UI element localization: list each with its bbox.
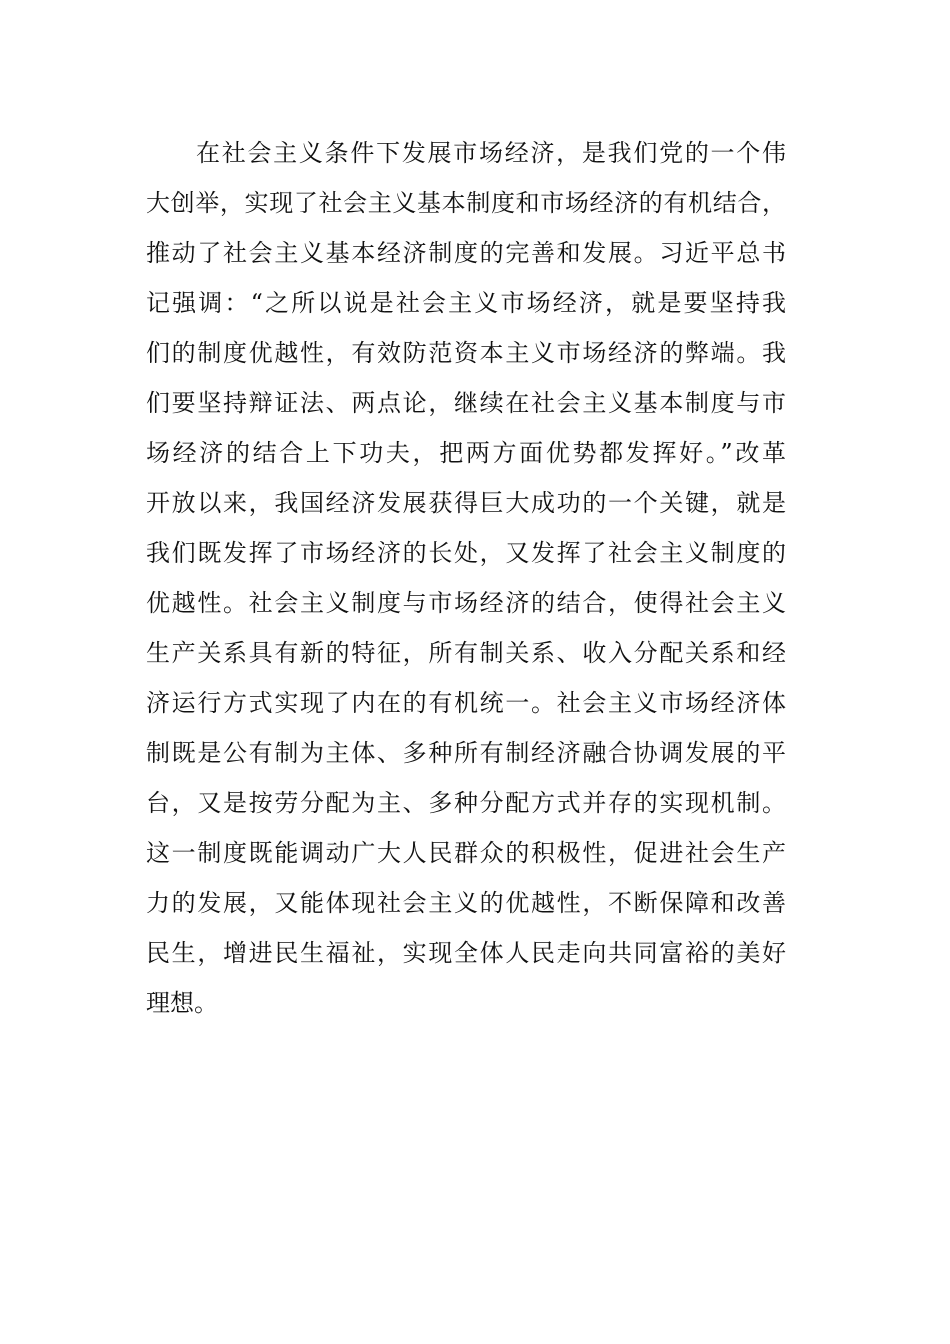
paragraph-line-17: 民生，增进民生福祉，实现全体人民走向共同富裕的美好 xyxy=(146,939,786,967)
paragraph-line-14: 台，又是按劳分配为主、多种分配方式并存的实现机制。 xyxy=(146,789,786,817)
paragraph-line-9: 我们既发挥了市场经济的长处，又发挥了社会主义制度的 xyxy=(146,539,786,567)
paragraph-line-2: 大创举，实现了社会主义基本制度和市场经济的有机结合， xyxy=(146,189,786,217)
paragraph-line-6: 们要坚持辩证法、两点论，继续在社会主义基本制度与市 xyxy=(146,389,786,417)
paragraph-line-1: 在社会主义条件下发展市场经济，是我们党的一个伟 xyxy=(196,139,786,167)
paragraph-line-18: 理想。 xyxy=(146,989,218,1017)
paragraph-line-3: 推动了社会主义基本经济制度的完善和发展。习近平总书 xyxy=(146,239,786,267)
paragraph-line-16: 力的发展，又能体现社会主义的优越性，不断保障和改善 xyxy=(146,889,786,917)
paragraph-line-7: 场经济的结合上下功夫，把两方面优势都发挥好。”改革 xyxy=(146,439,786,467)
paragraph-line-11: 生产关系具有新的特征，所有制关系、收入分配关系和经 xyxy=(146,639,786,667)
paragraph-line-13: 制既是公有制为主体、多种所有制经济融合协调发展的平 xyxy=(146,739,786,767)
paragraph-line-4: 记强调：“之所以说是社会主义市场经济，就是要坚持我 xyxy=(146,289,786,317)
paragraph-line-5: 们的制度优越性，有效防范资本主义市场经济的弊端。我 xyxy=(146,339,786,367)
paragraph-line-10: 优越性。社会主义制度与市场经济的结合，使得社会主义 xyxy=(146,589,786,617)
paragraph-line-8: 开放以来，我国经济发展获得巨大成功的一个关键，就是 xyxy=(146,489,786,517)
paragraph-line-15: 这一制度既能调动广大人民群众的积极性，促进社会生产 xyxy=(146,839,786,867)
paragraph-line-12: 济运行方式实现了内在的有机统一。社会主义市场经济体 xyxy=(146,689,786,717)
